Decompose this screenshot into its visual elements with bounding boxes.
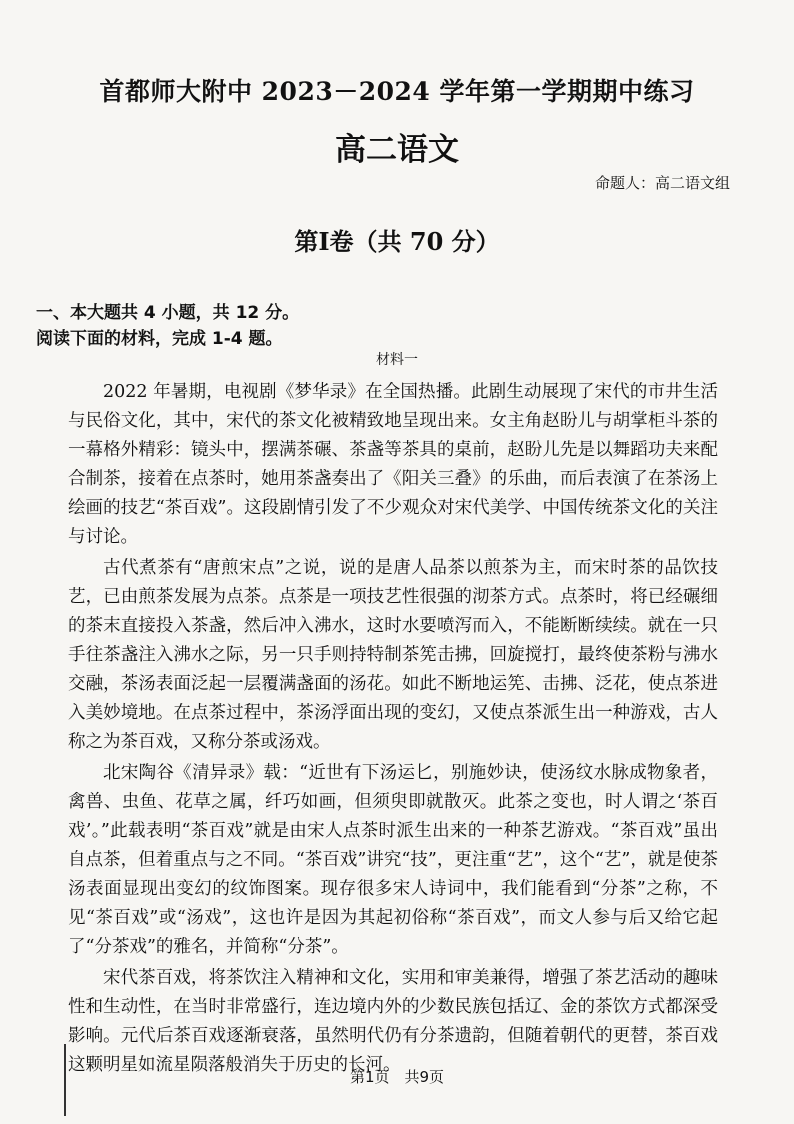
author-line: 命题人：高二语文组: [594, 174, 730, 192]
volume-heading: 第Ⅰ卷（共 70 分）: [294, 227, 500, 256]
question-heading: 一、本大题共 4 小题，共 12 分。: [36, 303, 300, 323]
question-instruction: 阅读下面的材料，完成 1-4 题。: [36, 329, 283, 349]
material-title: 材料一: [376, 352, 418, 368]
paragraph: 北宋陶谷《清异录》载：“近世有下汤运匕，别施妙诀，使汤纹水脉成物象者，禽兽、虫鱼、花草之属，纤巧如画，但须臾即就散灭。此茶之变也，时人谓之‘茶百戏’。”此载表明“茶百戏”就是由宋人点茶时派生出来的一种茶艺游戏。“茶百戏”虽出自点茶，但着重点与之不同。“茶百戏”讲究“技”，更注重“艺”，这个“艺”，就是使茶汤表面显现出变幻的纹饰图案。现存很多宋人诗词中，我们能看到“分茶”之称，不见“茶百戏”或“汤戏”，这也许是因为其起初俗称“茶百戏”，而文人参与后又给它起了“分茶戏”的雅名，并简称“分茶”。: [68, 763, 718, 957]
paragraph: 宋代茶百戏，将茶饮注入精神和文化，实用和审美兼得，增强了茶艺活动的趣味性和生动性，在当时非常盛行，连边境内外的少数民族包括辽、金的茶饮方式都深受影响。元代后茶百戏逐渐衰落，虽然明代仍有分茶遗韵，但随着朝代的更替，茶百戏这颗明星如流星陨落般消失于历史的长河。: [68, 968, 718, 1075]
paragraph: 古代煮茶有“唐煎宋点”之说，说的是唐人品茶以煎茶为主，而宋时茶的品饮技艺，已由煎茶发展为点茶。点茶是一项技艺性很强的沏茶方式。点茶时，将已经碾细的茶末直接投入茶盏，然后冲入沸水，这时水要喷泻而入，不能断断续续。就在一只手往茶盏注入沸水之际，另一只手则持特制茶筅击拂，回旋搅打，最终使茶粉与沸水交融，茶汤表面泛起一层覆满盏面的汤花。如此不断地运筅、击拂、泛花，使点茶进入美妙境地。在点茶过程中，茶汤浮面出现的变幻，又使点茶派生出一种游戏，古人称之为茶百戏，又称分茶或汤戏。: [68, 558, 718, 752]
paragraph: 2022 年暑期，电视剧《梦华录》在全国热播。此剧生动展现了宋代的市井生活与民俗文化，其中，宋代的茶文化被精致地呈现出来。女主角赵盼儿与胡掌柜斗茶的一幕格外精彩：镜头中，摆满茶碾、茶盏等茶具的桌前，赵盼儿先是以舞蹈功夫来配合制茶，接着在点茶时，她用茶盏奏出了《阳关三叠》的乐曲，而后表演了在茶汤上绘画的技艺“茶百戏”。这段剧情引发了不少观众对宋代美学、中国传统茶文化的关注与讨论。: [68, 382, 718, 547]
material-body: [68, 378, 718, 1082]
page-number: 第1页 共9页: [349, 1068, 445, 1086]
exam-title: 首都师大附中 2023－2024 学年第一学期期中练习: [99, 77, 695, 106]
subject-title: 高二语文: [335, 132, 459, 168]
